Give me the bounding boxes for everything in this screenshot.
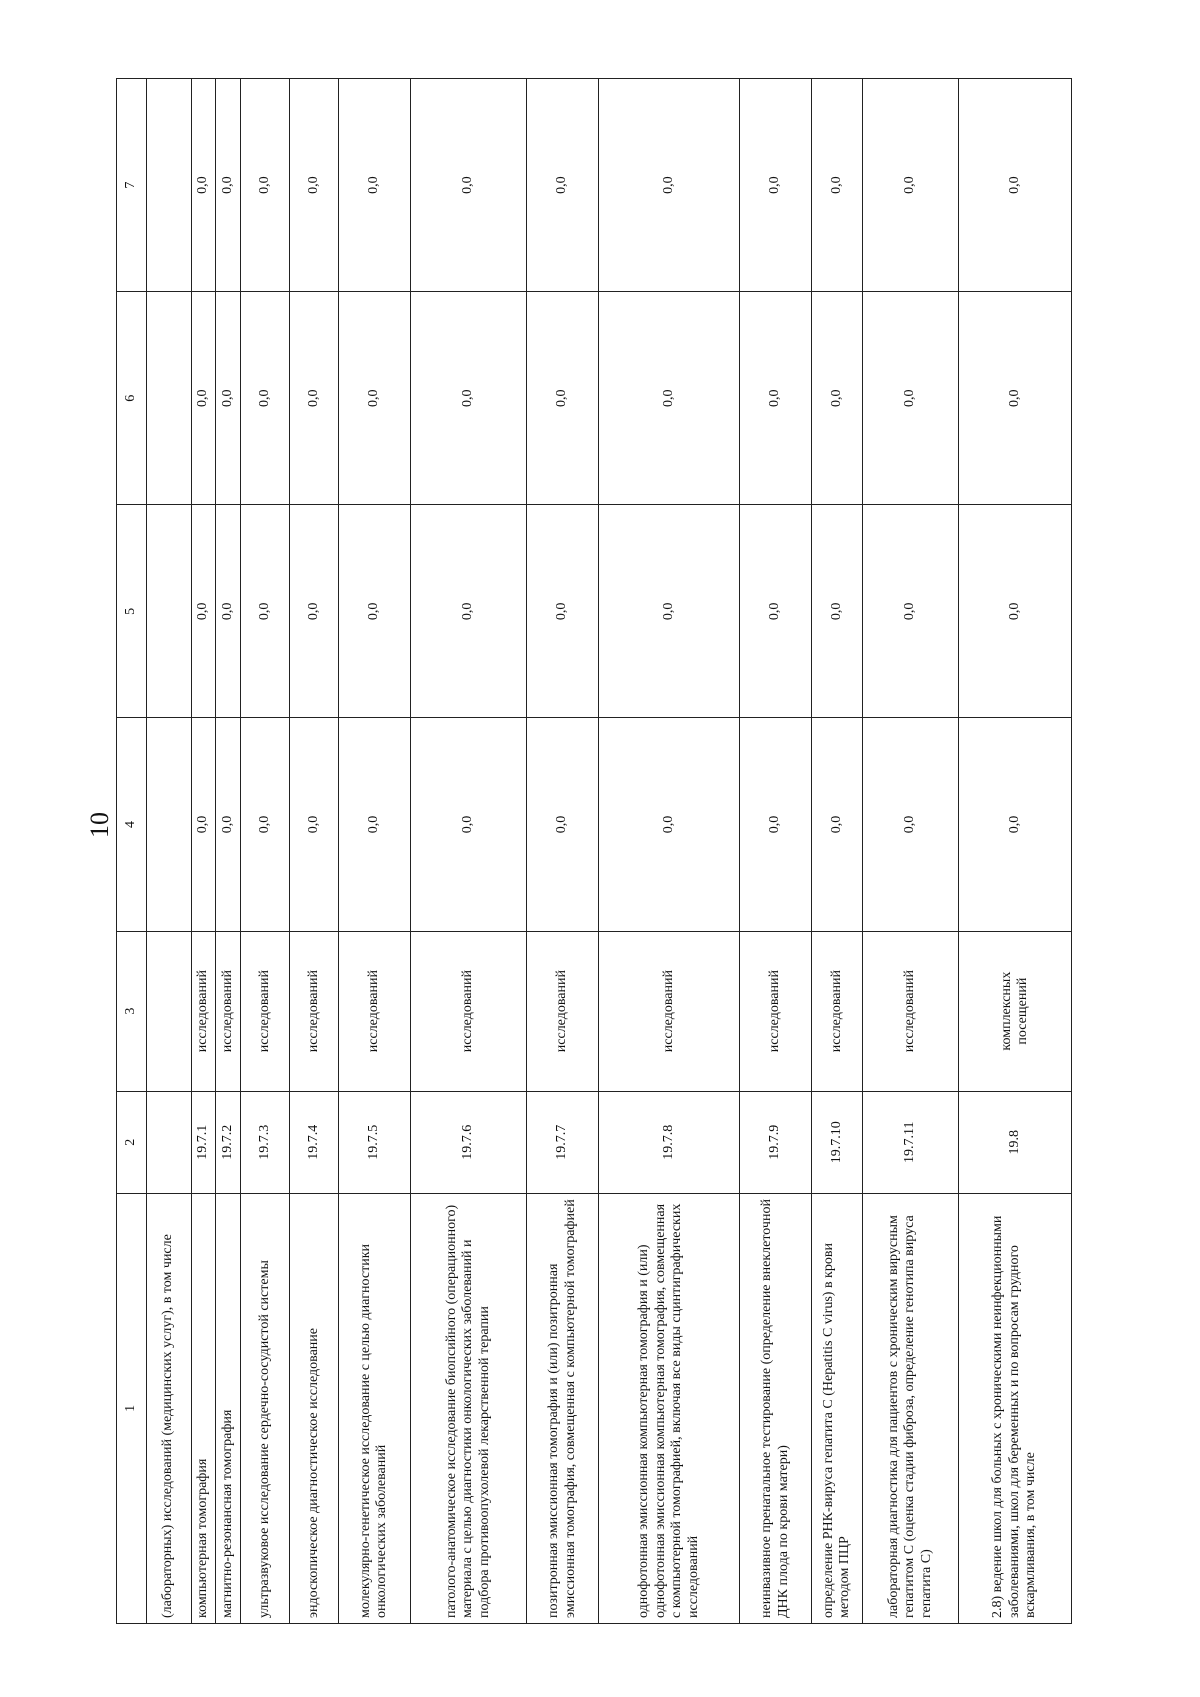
table-row (216, 79, 241, 1624)
row-value: 0,0 (240, 505, 289, 718)
row-value: 0,0 (527, 718, 599, 931)
row-value: 0,0 (410, 292, 527, 505)
row-code: 19.7.10 (811, 1091, 862, 1193)
header-cell: 4 (117, 718, 147, 931)
row-unit: исследований (599, 931, 740, 1091)
row-code: 19.7.6 (410, 1091, 527, 1193)
row-unit: комплексных посещений (959, 931, 1072, 1091)
row-value: 0,0 (240, 292, 289, 505)
table-row (339, 79, 411, 1624)
table-row (527, 79, 599, 1624)
row-code: 19.7.3 (240, 1091, 289, 1193)
row-value: 0,0 (959, 292, 1072, 505)
row-unit (146, 931, 191, 1091)
row-code: 19.7.2 (216, 1091, 241, 1193)
row-name: ультразвуковое исследование сердечно-сосудистой системы (240, 1193, 289, 1623)
row-value: 0,0 (863, 292, 959, 505)
row-name: определение РНК-вируса гепатита С (Hepatitis C virus) в крови методом ПЦР (811, 1193, 862, 1623)
row-value: 0,0 (811, 505, 862, 718)
table-row (740, 79, 812, 1624)
row-unit: исследований (240, 931, 289, 1091)
row-value: 0,0 (191, 79, 216, 292)
row-unit: исследований (811, 931, 862, 1091)
row-value: 0,0 (959, 79, 1072, 292)
table-row (289, 79, 338, 1624)
rotated-table-wrapper (116, 78, 1072, 1624)
row-value: 0,0 (339, 505, 411, 718)
row-value: 0,0 (740, 292, 812, 505)
row-value: 0,0 (240, 718, 289, 931)
row-value: 0,0 (959, 718, 1072, 931)
row-name: (лабораторных) исследований (медицинских услуг), в том числе (146, 1193, 191, 1623)
row-value: 0,0 (527, 79, 599, 292)
row-value: 0,0 (599, 718, 740, 931)
row-value: 0,0 (410, 718, 527, 931)
row-value: 0,0 (216, 505, 241, 718)
row-code: 19.7.11 (863, 1091, 959, 1193)
table-row (191, 79, 216, 1624)
row-name: молекулярно-генетическое исследование с целью диагностики онкологических заболеваний (339, 1193, 411, 1623)
row-value: 0,0 (191, 292, 216, 505)
row-value: 0,0 (740, 718, 812, 931)
row-value: 0,0 (191, 505, 216, 718)
row-value: 0,0 (339, 79, 411, 292)
row-value: 0,0 (740, 505, 812, 718)
page-number: 10 (85, 812, 114, 838)
row-value: 0,0 (811, 292, 862, 505)
row-name: компьютерная томография (191, 1193, 216, 1623)
row-code: 19.7.9 (740, 1091, 812, 1193)
header-cell: 3 (117, 931, 147, 1091)
header-cell: 1 (117, 1193, 147, 1623)
row-value (146, 718, 191, 931)
header-cell: 6 (117, 292, 147, 505)
table-row (240, 79, 289, 1624)
row-name: однофотонная эмиссионная компьютерная томография и (или) однофотонная эмиссионная компьютерная томография, совмещенная с компьютерной томографией, включая все виды сцинтиграфических исследований (599, 1193, 740, 1623)
row-value: 0,0 (599, 79, 740, 292)
row-value: 0,0 (599, 505, 740, 718)
row-value: 0,0 (740, 79, 812, 292)
row-code (146, 1091, 191, 1193)
row-value: 0,0 (863, 79, 959, 292)
header-cell: 5 (117, 505, 147, 718)
row-code: 19.7.5 (339, 1091, 411, 1193)
row-value: 0,0 (339, 718, 411, 931)
row-value: 0,0 (410, 79, 527, 292)
row-value: 0,0 (410, 505, 527, 718)
row-value: 0,0 (216, 79, 241, 292)
row-unit: исследований (339, 931, 411, 1091)
row-value: 0,0 (289, 718, 338, 931)
header-cell: 2 (117, 1091, 147, 1193)
row-value: 0,0 (863, 718, 959, 931)
row-value: 0,0 (289, 292, 338, 505)
row-value: 0,0 (599, 292, 740, 505)
data-table (116, 78, 1072, 1624)
table-row (959, 79, 1072, 1624)
row-unit: исследований (740, 931, 812, 1091)
row-unit: исследований (216, 931, 241, 1091)
row-value: 0,0 (240, 79, 289, 292)
row-name: эндоскопическое диагностическое исследование (289, 1193, 338, 1623)
row-value: 0,0 (959, 505, 1072, 718)
header-cell: 7 (117, 79, 147, 292)
row-value: 0,0 (527, 505, 599, 718)
row-value: 0,0 (216, 718, 241, 931)
row-unit: исследований (410, 931, 527, 1091)
row-value: 0,0 (289, 505, 338, 718)
row-unit: исследований (191, 931, 216, 1091)
row-unit: исследований (289, 931, 338, 1091)
row-value (146, 505, 191, 718)
row-value: 0,0 (811, 79, 862, 292)
row-value (146, 292, 191, 505)
table-row (410, 79, 527, 1624)
row-name: позитронная эмиссионная томография и (или) позитронная эмиссионная томография, совмещенная с компьютерной томографией (527, 1193, 599, 1623)
table-row (811, 79, 862, 1624)
row-value: 0,0 (527, 292, 599, 505)
row-name: магнитно-резонансная томография (216, 1193, 241, 1623)
row-code: 19.7.1 (191, 1091, 216, 1193)
row-code: 19.7.7 (527, 1091, 599, 1193)
row-name: 2.8) ведение школ для больных с хроническими неинфекционными заболеваниями, школ для беременных и по вопросам грудного вскармливания, в том числе (959, 1193, 1072, 1623)
row-value: 0,0 (216, 292, 241, 505)
row-value: 0,0 (289, 79, 338, 292)
table-row (146, 79, 191, 1624)
row-code: 19.8 (959, 1091, 1072, 1193)
table-row (863, 79, 959, 1624)
row-name: патолого-анатомическое исследование биопсийного (операционного) материала с целью диагностики онкологических заболеваний и подбора противоопухолевой лекарственной терапии (410, 1193, 527, 1623)
row-value: 0,0 (339, 292, 411, 505)
row-unit: исследований (863, 931, 959, 1091)
row-code: 19.7.4 (289, 1091, 338, 1193)
table-row (599, 79, 740, 1624)
row-code: 19.7.8 (599, 1091, 740, 1193)
row-name: неинвазивное пренатальное тестирование (определение внеклеточной ДНК плода по крови матери) (740, 1193, 812, 1623)
row-unit: исследований (527, 931, 599, 1091)
row-value (146, 79, 191, 292)
header-row (117, 79, 147, 1624)
row-name: лабораторная диагностика для пациентов с хроническим вирусным гепатитом С (оценка стадии фиброза, определение генотипа вируса гепатита С) (863, 1193, 959, 1623)
row-value: 0,0 (191, 718, 216, 931)
row-value: 0,0 (811, 718, 862, 931)
row-value: 0,0 (863, 505, 959, 718)
